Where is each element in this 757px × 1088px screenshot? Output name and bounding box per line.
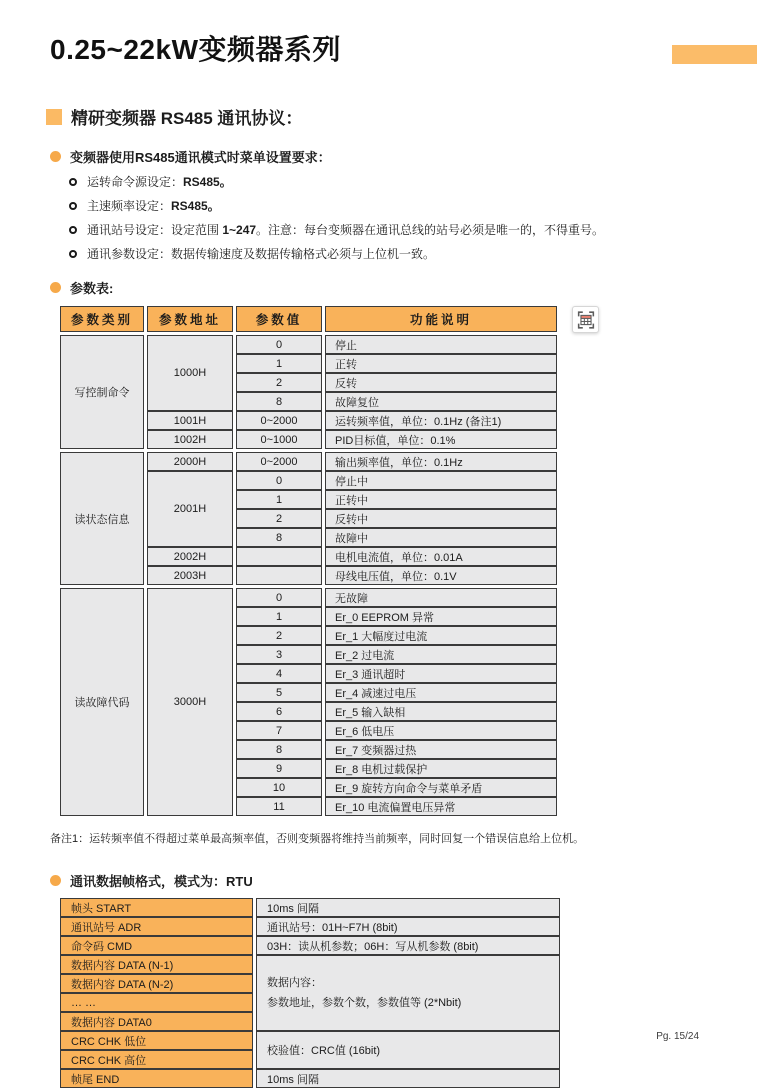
frame-table-heading-row (50, 871, 757, 890)
column-header: 功能说明 (325, 306, 557, 332)
section-heading-row (46, 104, 757, 129)
desc-cell: 停止中 (325, 471, 557, 490)
item-label: 通讯参数设定：数据传输速度及数据传输格式必须与上位机一致。 (87, 247, 436, 261)
requirements-heading: 变频器使用RS485通讯模式时菜单设置要求： (70, 150, 331, 165)
desc-cell: 故障复位 (325, 392, 557, 411)
desc-cell: Er_2 过电流 (325, 645, 557, 664)
frame-field-cell: 帧头 START (60, 898, 253, 917)
menu-requirements (0, 147, 757, 262)
frame-heading-value: RTU (226, 874, 253, 889)
list-item (69, 245, 757, 262)
header-accent-bar (672, 45, 757, 64)
value-cell: 4 (236, 664, 322, 683)
desc-cell: 停止 (325, 335, 557, 354)
frame-desc-cell: 03H：读从机参数；06H：写从机参数 (8bit) (256, 936, 560, 955)
list-item (69, 221, 757, 238)
desc-cell: 反转中 (325, 509, 557, 528)
list-item-text (87, 173, 232, 190)
desc-cell: 故障中 (325, 528, 557, 547)
frame-field-cell: … … (60, 993, 253, 1012)
address-cell: 1001H (147, 411, 233, 430)
category-cell: 读故障代码 (60, 588, 144, 816)
frame-field-cell: 通讯站号 ADR (60, 917, 253, 936)
frame-field-cell: CRC CHK 高位 (60, 1050, 253, 1069)
frame-field-cell: 数据内容 DATA0 (60, 1012, 253, 1031)
item-label: 通讯站号设定：设定范围 (87, 223, 223, 237)
list-item (69, 173, 757, 190)
param-table-area (57, 306, 757, 816)
column-header: 参数类别 (60, 306, 144, 332)
value-cell: 10 (236, 778, 322, 797)
value-cell: 6 (236, 702, 322, 721)
bullet-dot-icon (50, 875, 61, 886)
desc-cell: Er_0 EEPROM 异常 (325, 607, 557, 626)
footnote: 备注1：运转频率值不得超过菜单最高频率值，否则变频器将维持当前频率，同时回复一个错误信息给上位机。 (50, 833, 585, 845)
value-cell: 0 (236, 588, 322, 607)
desc-cell: Er_6 低电压 (325, 721, 557, 740)
item-value: RS485。 (171, 199, 220, 213)
table-row (60, 955, 560, 974)
desc-cell: Er_4 减速过电压 (325, 683, 557, 702)
desc-cell: 输出频率值，单位：0.1Hz (325, 452, 557, 471)
ring-bullet-icon (69, 226, 77, 234)
value-cell (236, 547, 322, 566)
ring-bullet-icon (69, 202, 77, 210)
frame-field-cell: 帧尾 END (60, 1069, 253, 1088)
frame-desc-line: 数据内容： (267, 977, 322, 989)
value-cell: 9 (236, 759, 322, 778)
table-row (60, 917, 560, 936)
value-cell: 8 (236, 528, 322, 547)
address-cell: 1000H (147, 335, 233, 411)
desc-cell: PID目标值，单位：0.1% (325, 430, 557, 449)
table-row (60, 1031, 560, 1050)
item-value: 1~247 (222, 223, 257, 237)
category-cell: 写控制命令 (60, 335, 144, 449)
param-table-heading: 参数表: (70, 281, 114, 296)
param-table-header (57, 306, 560, 332)
desc-cell: Er_1 大幅度过电流 (325, 626, 557, 645)
address-cell: 3000H (147, 588, 233, 816)
bullet-dot-icon (50, 282, 61, 293)
desc-cell: Er_7 变频器过热 (325, 740, 557, 759)
category-cell: 读状态信息 (60, 452, 144, 585)
value-cell: 11 (236, 797, 322, 816)
desc-cell: Er_3 通讯超时 (325, 664, 557, 683)
item-label: 运转命令源设定： (87, 175, 184, 189)
param-table-heading-row (50, 278, 757, 297)
value-cell: 5 (236, 683, 322, 702)
value-cell: 1 (236, 607, 322, 626)
table-row (60, 1069, 560, 1088)
table-row (60, 936, 560, 955)
frame-table-heading (70, 871, 253, 890)
value-cell: 2 (236, 509, 322, 528)
column-header: 参数地址 (147, 306, 233, 332)
desc-cell: Er_5 输入缺相 (325, 702, 557, 721)
ring-bullet-icon (69, 250, 77, 258)
frame-field-cell: 数据内容 DATA (N-1) (60, 955, 253, 974)
list-item-text (87, 197, 220, 214)
list-item-text (87, 221, 604, 238)
column-header: 参数值 (236, 306, 322, 332)
value-cell (236, 566, 322, 585)
desc-cell: 无故障 (325, 588, 557, 607)
desc-cell: Er_8 电机过载保护 (325, 759, 557, 778)
frame-field-cell: 数据内容 DATA (N-2) (60, 974, 253, 993)
desc-cell: 正转 (325, 354, 557, 373)
address-cell: 2000H (147, 452, 233, 471)
bullet-dot-icon (50, 151, 61, 162)
value-cell: 0 (236, 471, 322, 490)
value-cell: 2 (236, 626, 322, 645)
param-group-read-status (57, 452, 560, 585)
param-group-write-commands (57, 335, 560, 449)
frame-desc-cell (256, 955, 560, 1031)
list-item (69, 197, 757, 214)
value-cell: 8 (236, 392, 322, 411)
table-row (60, 452, 557, 471)
desc-cell: Er_9 旋转方向命令与菜单矛盾 (325, 778, 557, 797)
frame-desc-cell: 10ms 间隔 (256, 898, 560, 917)
address-cell: 2001H (147, 471, 233, 547)
item-suffix: 。注意：每台变频器在通讯总线的站号必须是唯一的，不得重号。 (256, 223, 605, 237)
page-number: Pg. 15/24 (656, 1031, 699, 1042)
section-heading: 精研变频器 RS485 通讯协议： (71, 109, 303, 128)
table-row (60, 588, 557, 607)
frame-desc-cell: 校验值：CRC值 (16bit) (256, 1031, 560, 1069)
desc-cell: Er_10 电流偏置电压异常 (325, 797, 557, 816)
frame-desc-line: 参数地址，参数个数，参数值等 (2*Nbit) (267, 997, 462, 1009)
frame-field-cell: CRC CHK 低位 (60, 1031, 253, 1050)
value-cell: 2 (236, 373, 322, 392)
address-cell: 2003H (147, 566, 233, 585)
value-cell: 1 (236, 490, 322, 509)
desc-cell: 电机电流值，单位：0.01A (325, 547, 557, 566)
table-row (60, 898, 560, 917)
section-bullet-square-icon (46, 109, 62, 125)
value-cell: 7 (236, 721, 322, 740)
frame-field-cell: 命令码 CMD (60, 936, 253, 955)
table-row (60, 335, 557, 354)
desc-cell: 反转 (325, 373, 557, 392)
address-cell: 1002H (147, 430, 233, 449)
item-label: 主速频率设定： (87, 199, 172, 213)
frame-desc-cell: 通讯站号：01H~F7H (8bit) (256, 917, 560, 936)
table-capture-icon (575, 309, 597, 331)
list-item-text (87, 245, 435, 262)
address-cell: 2002H (147, 547, 233, 566)
value-cell: 0~2000 (236, 411, 322, 430)
value-cell: 0 (236, 335, 322, 354)
value-cell: 8 (236, 740, 322, 759)
value-cell: 3 (236, 645, 322, 664)
desc-cell: 运转频率值，单位：0.1Hz (备注1) (325, 411, 557, 430)
desc-cell: 正转中 (325, 490, 557, 509)
desc-cell: 母线电压值，单位：0.1V (325, 566, 557, 585)
item-value: RS485。 (183, 175, 232, 189)
frame-desc-cell: 10ms 间隔 (256, 1069, 560, 1088)
value-cell: 0~1000 (236, 430, 322, 449)
page-title: 0.25~22kW变频器系列 (50, 34, 341, 65)
value-cell: 0~2000 (236, 452, 322, 471)
requirements-heading-row (50, 147, 757, 166)
table-capture-button[interactable] (572, 306, 599, 333)
frame-format-table (57, 898, 563, 1088)
param-group-fault-codes (57, 588, 560, 816)
frame-heading-prefix: 通讯数据帧格式，模式为： (70, 874, 227, 889)
ring-bullet-icon (69, 178, 77, 186)
value-cell: 1 (236, 354, 322, 373)
